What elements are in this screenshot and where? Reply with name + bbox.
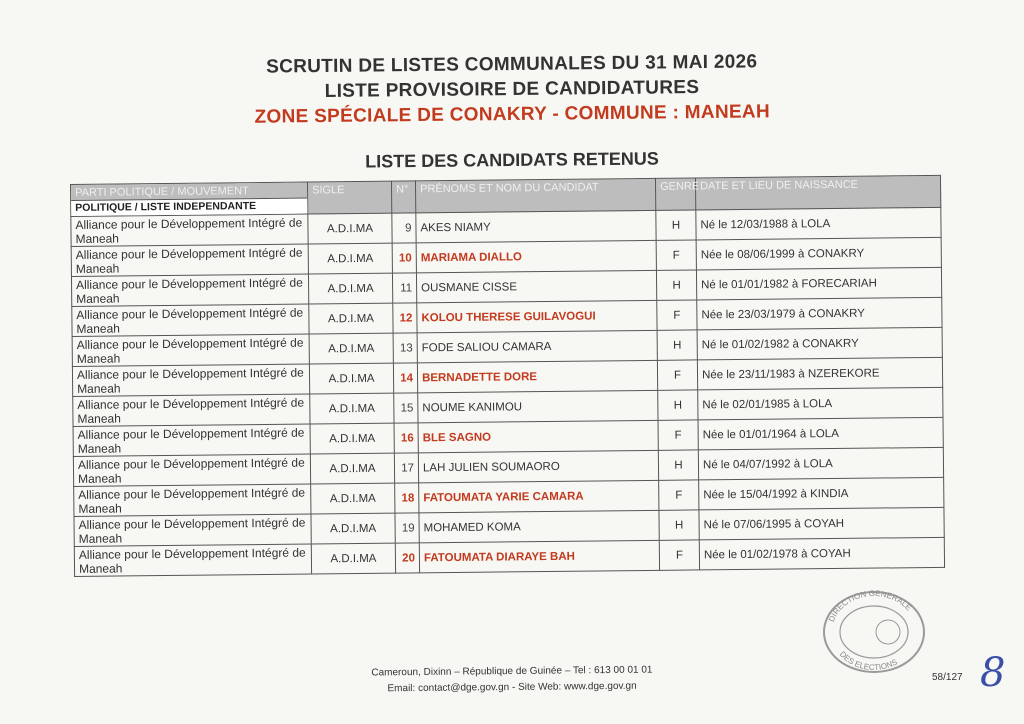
candidate-name-cell: OUSMANE CISSE [416, 270, 656, 303]
sigle-cell: A.D.I.MA [310, 393, 394, 424]
table-body [71, 207, 945, 576]
candidate-name-cell: FODE SALIOU CAMARA [417, 330, 657, 363]
candidates-table [70, 175, 945, 577]
party-cell: Alliance pour le Développement Intégré de Maneah [74, 544, 311, 576]
sigle-cell: A.D.I.MA [311, 513, 395, 544]
party-cell: Alliance pour le Développement Intégré de Maneah [74, 484, 311, 516]
column-header-num: N° [391, 181, 415, 213]
birth-cell: Né le 07/06/1995 à COYAH [699, 507, 944, 540]
column-header-birth: DATE ET LIEU DE NAISSANCE [695, 175, 940, 210]
candidate-name-cell: MARIAMA DIALLO [416, 240, 656, 273]
genre-cell: H [659, 510, 699, 540]
genre-cell: H [656, 210, 696, 240]
page-number: 58/127 [932, 672, 963, 683]
party-cell: Alliance pour le Développement Intégré de Maneah [72, 304, 309, 336]
party-cell: Alliance pour le Développement Intégré de Maneah [72, 364, 309, 396]
birth-cell: Né le 02/01/1985 à LOLA [698, 387, 943, 420]
sigle-cell: A.D.I.MA [311, 483, 395, 514]
column-header-genre: GENRE [655, 178, 695, 210]
birth-cell: Née le 23/03/1979 à CONAKRY [697, 297, 942, 330]
birth-cell: Née le 23/11/1983 à NZEREKORE [697, 357, 942, 390]
column-header-party [71, 182, 308, 216]
genre-cell: F [658, 420, 698, 450]
party-cell: Alliance pour le Développement Intégré de Maneah [73, 424, 310, 456]
birth-cell: Née le 15/04/1992 à KINDIA [699, 477, 944, 510]
candidate-number-cell: 9 [392, 213, 416, 243]
column-header-party-bottom: POLITIQUE / LISTE INDEPENDANTE [71, 198, 307, 216]
party-cell: Alliance pour le Développement Intégré de Maneah [71, 274, 308, 306]
genre-cell: F [659, 480, 699, 510]
genre-cell: H [656, 270, 696, 300]
candidate-number-cell: 15 [394, 393, 418, 423]
genre-cell: F [659, 540, 699, 570]
birth-cell: Né le 01/02/1982 à CONAKRY [697, 327, 942, 360]
candidate-name-cell: FATOUMATA DIARAYE BAH [419, 540, 659, 573]
genre-cell: F [656, 240, 696, 270]
footer-contact: Email: contact@dge.gov.gn - Site Web: www.dge.gov.gn [387, 680, 637, 695]
party-cell: Alliance pour le Développement Intégré de Maneah [71, 244, 308, 276]
footer-address: Cameroun, Dixinn – République de Guinée – Tel : 613 00 01 01 [371, 664, 653, 679]
stamp-text-bottom: DES ELECTIONS [837, 649, 899, 673]
genre-cell: H [658, 390, 698, 420]
candidate-number-cell: 20 [395, 543, 419, 573]
sigle-cell: A.D.I.MA [308, 213, 392, 244]
candidate-number-cell: 16 [394, 423, 418, 453]
party-cell: Alliance pour le Développement Intégré de Maneah [71, 214, 308, 246]
column-header-sigle: SIGLE [307, 181, 391, 214]
birth-cell: Née le 08/06/1999 à CONAKRY [696, 237, 941, 270]
sigle-cell: A.D.I.MA [310, 453, 394, 484]
candidate-number-cell: 12 [393, 303, 417, 333]
zone-title: ZONE SPÉCIALE DE CONAKRY - COMMUNE : MANEAH [254, 101, 771, 128]
stamp-text-top: DIRECTION GENERALE [826, 588, 914, 624]
party-cell: Alliance pour le Développement Intégré de Maneah [73, 394, 310, 426]
candidate-name-cell: FATOUMATA YARIE CAMARA [419, 480, 659, 513]
candidate-name-cell: NOUME KANIMOU [418, 390, 658, 423]
sigle-cell: A.D.I.MA [311, 543, 395, 574]
election-title: SCRUTIN DE LISTES COMMUNALES DU 31 MAI 2026 [266, 51, 758, 78]
candidate-name-cell: LAH JULIEN SOUMAORO [418, 450, 658, 483]
candidate-number-cell: 10 [392, 243, 416, 273]
genre-cell: F [657, 300, 697, 330]
candidate-name-cell: BLE SAGNO [418, 420, 658, 453]
genre-cell: H [658, 450, 698, 480]
candidate-number-cell: 13 [393, 333, 417, 363]
column-header-party-top: PARTI POLITIQUE / MOUVEMENT [75, 185, 249, 199]
candidate-number-cell: 11 [392, 273, 416, 303]
sigle-cell: A.D.I.MA [309, 363, 393, 394]
genre-cell: H [657, 330, 697, 360]
sigle-cell: A.D.I.MA [309, 333, 393, 364]
party-cell: Alliance pour le Développement Intégré de Maneah [72, 334, 309, 366]
birth-cell: Né le 01/01/1982 à FORECARIAH [696, 267, 941, 300]
sigle-cell: A.D.I.MA [310, 423, 394, 454]
document-header [0, 47, 1024, 133]
birth-cell: Né le 12/03/1988 à LOLA [696, 207, 941, 240]
candidate-number-cell: 19 [395, 513, 419, 543]
sigle-cell: A.D.I.MA [308, 243, 392, 274]
genre-cell: F [657, 360, 697, 390]
candidates-table-wrapper [70, 175, 944, 577]
candidate-name-cell: BERNADETTE DORE [417, 360, 657, 393]
candidate-number-cell: 14 [393, 363, 417, 393]
column-header-name: PRÉNOMS ET NOM DU CANDIDAT [415, 178, 655, 213]
birth-cell: Né le 04/07/1992 à LOLA [698, 447, 943, 480]
sigle-cell: A.D.I.MA [309, 303, 393, 334]
sigle-cell: A.D.I.MA [308, 273, 392, 304]
candidate-number-cell: 17 [394, 453, 418, 483]
birth-cell: Née le 01/01/1964 à LOLA [698, 417, 943, 450]
party-cell: Alliance pour le Développement Intégré de Maneah [74, 514, 311, 546]
handwritten-mark: 8 [980, 650, 1006, 696]
candidate-name-cell: MOHAMED KOMA [419, 510, 659, 543]
candidate-number-cell: 18 [395, 483, 419, 513]
official-stamp [818, 584, 930, 674]
birth-cell: Née le 01/02/1978 à COYAH [699, 537, 944, 570]
candidate-name-cell: KOLOU THERESE GUILAVOGUI [417, 300, 657, 333]
candidate-name-cell: AKES NIAMY [416, 210, 656, 243]
list-title: LISTE PROVISOIRE DE CANDIDATURES [324, 77, 700, 102]
party-cell: Alliance pour le Développement Intégré de Maneah [73, 454, 310, 486]
section-title: LISTE DES CANDIDATS RETENUS [365, 148, 659, 172]
